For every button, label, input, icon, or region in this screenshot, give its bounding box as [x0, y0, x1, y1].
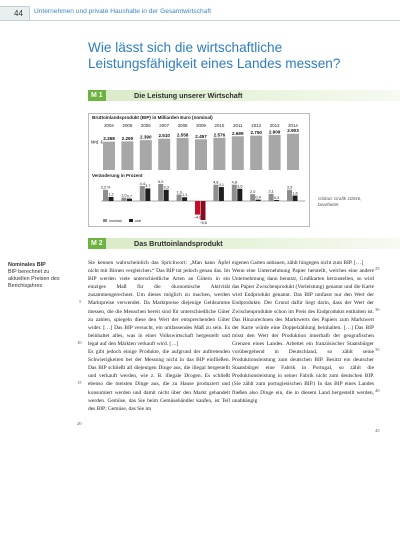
gdp-bar	[213, 138, 225, 170]
gdp-bar	[195, 139, 207, 170]
year-tick-label: 2013	[269, 123, 280, 128]
glossary-term: Nominales BIP	[8, 262, 46, 268]
nominal-change-label: 2,1	[268, 189, 274, 194]
header-divider	[30, 20, 400, 21]
glossary-box	[8, 262, 64, 290]
real-change-label: 0,3	[273, 195, 280, 200]
real-change-bar	[145, 188, 150, 201]
paragraph: Sie kennen wahrscheinlich das Sprichwort: „Man kann Äpfel nicht mit Birnen vergleichen.“ Das BIP tut jedoch genau das. Im BIP werden viele unterschiedliche Arten an Gütern in ein einziges Maß für die ökonomische Aktivität zusammengerechnet. Um dieses möglich zu machen, werden Marktpreise verwendet. Da Marktpreise diejenige Geldsumme messen, die die Menschen bereit sind für unterschiedliche Güter zu zahlen, spiegeln diese den Wert der entsprechenden Güter wider. […] Das BIP versucht, ein umfassendes Maß zu sein. Es beinhaltet alles, was in einer Volkswirtschaft hergestellt und legal auf den Märkten verkauft wird. […]	[88, 260, 230, 347]
year-tick-label: 2005	[122, 123, 133, 128]
nominal-change-label: 1,0	[121, 193, 127, 198]
year-tick-label: 2009	[196, 123, 206, 128]
nominal-change-bar	[140, 186, 145, 201]
section-m1-number: M 1	[88, 90, 106, 101]
gdp-value-label: 2.510	[158, 133, 170, 139]
caption-line1: Globus Grafik 10046,	[318, 196, 362, 201]
section-m1-header	[88, 90, 400, 101]
real-change-label: 3,3	[163, 185, 169, 190]
section-m2-title: Das Bruttoinlandsprodukt	[134, 239, 223, 248]
real-change-bar	[274, 200, 279, 201]
nominal-change-label: 3,3	[286, 185, 293, 190]
year-tick-label: 2012	[251, 123, 262, 128]
nominal-change-label: −4,0	[193, 215, 202, 220]
gdp-value-label: 2.809	[268, 129, 281, 135]
paragraph: eigenen Garten anbauen, zählt hingegen nicht zum BIP. […]	[232, 260, 364, 266]
page-number: 44	[0, 6, 30, 21]
gdp-bar	[232, 136, 244, 170]
nominal-change-label: 1,9	[176, 190, 182, 195]
nominal-change-bar	[121, 198, 126, 201]
line-number: 15	[77, 380, 82, 385]
line-number: 45	[375, 428, 380, 433]
paragraph: Wenn eine Unternehmung Papier herstellt, welches eine andere Unternehmung dann benutzt, Grußkarten herzustellen, so wird das Papier Zwischenprodukt (Vorleistung) genannt und die Karte wird Endprodukt genannt. Das BIP umfasst nur den Wert der Endprodukte. Der Grund dafür liegt darin, dass der Wert der Zwischenprodukte schon im Preis des Endprodukts enthalten ist. Das Hinzurechnen des Marktwerts des Papiers zum Marktwert der Karte würde eine Doppelzählung beinhalten. […] Das BIP misst den Wert der Produktion innerhalb der geografischen Grenzen eines Landes. Arbeitet ein französischer Staatsbürger vorübergehend in Deutschland, so zählt seine Produktionsleistung zum deutschen BIP. Besitzt ein deutscher Staatsbürger eine Fabrik in Portugal, so zählt die Produktionsleistung in seiner Fabrik nicht zum deutschen BIP. (Sie zählt zum portugiesischen BIP.) In das BIP eines Landes fließen also Dinge ein, die in diesem Land hergestellt werden, unabhängig	[232, 268, 374, 404]
year-tick-label: 2014	[288, 123, 298, 128]
section-m2-header	[88, 238, 400, 249]
real-change-label: 1,6	[292, 191, 298, 196]
real-change-bar	[219, 187, 224, 201]
real-change-bar	[127, 199, 132, 201]
nominal-change-bar	[195, 201, 200, 215]
real-change-label: 3,6	[237, 184, 243, 189]
gdp-bar	[103, 142, 115, 170]
legend-real-label: real	[135, 219, 141, 223]
gdp-unit-label: Mrd. €	[91, 139, 103, 145]
text-column-right	[232, 259, 374, 405]
real-change-label: −5,6	[199, 221, 207, 226]
gdp-bar	[140, 140, 152, 170]
gdp-value-label: 2.699	[232, 130, 244, 136]
nominal-change-bar	[213, 185, 218, 201]
legend-nominal-label: nominal	[109, 219, 122, 223]
real-change-bar	[182, 197, 187, 201]
nominal-change-bar	[269, 194, 274, 201]
year-tick-label: 2006	[140, 123, 151, 128]
section-m2-number: M 2	[88, 238, 106, 249]
page-title	[88, 40, 388, 72]
chart-subtitle: Veränderung in Prozent	[92, 173, 143, 178]
section-m1-title: Die Leistung unserer Wirtschaft	[134, 91, 243, 100]
gdp-bar	[158, 139, 170, 170]
real-change-label: 1,1	[181, 193, 188, 198]
nominal-change-label: 4,8	[231, 180, 237, 185]
real-change-bar	[201, 201, 206, 220]
gdp-bar	[269, 135, 281, 170]
real-change-bar	[109, 197, 114, 201]
year-tick-label: 2004	[104, 123, 114, 128]
nominal-change-label: 2,0	[250, 190, 256, 194]
line-number: 40	[375, 388, 380, 393]
line-number: 35	[375, 347, 380, 352]
line-number: 30	[375, 307, 380, 312]
text-column-left	[88, 259, 230, 413]
legend-real-swatch	[129, 219, 133, 222]
nominal-change-label: 5,0	[158, 179, 164, 184]
line-number: 10	[77, 340, 82, 345]
gdp-value-label: 2.457	[195, 133, 207, 139]
nominal-change-bar	[103, 190, 108, 201]
chart-caption	[318, 196, 378, 208]
gdp-value-label: 2.268	[103, 136, 115, 142]
glossary-definition: BIP berechnet zu aktuellen Preisen des Berichtsjahres	[8, 269, 60, 289]
nominal-change-bar	[232, 185, 237, 201]
gdp-bar	[121, 141, 133, 170]
real-change-label: 1,2	[108, 192, 114, 197]
caption-line2: bearbeitet	[318, 202, 339, 207]
gdp-bar	[250, 136, 262, 170]
gdp-value-label: 2.290	[121, 135, 134, 141]
nominal-change-bar	[177, 195, 182, 201]
year-tick-label: 2011	[233, 123, 243, 128]
gdp-value-label: 2.903	[287, 128, 299, 134]
gdp-value-label: 2.576	[213, 132, 226, 138]
paragraph: Es gibt jedoch einige Produkte, die aufgrund der auftretenden Schwierigkeiten bei der Messung nicht in das BIP einfließen. Das BIP schließt all diejenigen Dinge aus, die illegal hergestellt und verkauft werden, wie z. B. illegale Drogen. Es schließt ebenso die meisten Dinge aus, die zu Hause produziert und konsumiert werden und damit nicht über den Markt gehandelt werden. Gemüse, das Sie beim Gemüsehändler kaufen, ist Teil des BIP; Gemüse, das Sie im	[88, 349, 230, 412]
chart-svg	[89, 114, 309, 226]
gdp-value-label: 2.390	[140, 134, 152, 140]
page-title-line2: Leistungsfähigkeit eines Landes messen?	[88, 56, 341, 71]
real-change-label: 0,4	[255, 195, 261, 200]
running-title: Unternehmen und private Haushalte in der Gesamtwirtschaft	[34, 8, 212, 15]
gdp-bar	[177, 138, 189, 170]
nominal-change-bar	[158, 184, 163, 201]
year-tick-label: 2008	[177, 123, 188, 128]
real-change-label: 0,7	[126, 194, 133, 199]
gdp-bar	[287, 134, 299, 170]
line-number: 20	[77, 421, 82, 426]
real-change-label: 4,1	[218, 182, 225, 187]
page-title-line1: Wie lässt sich die wirtschaftliche	[88, 40, 283, 55]
real-change-bar	[237, 189, 242, 201]
nominal-change-label: 4,4	[139, 181, 145, 186]
page-header	[0, 0, 400, 28]
gdp-chart	[88, 113, 310, 227]
nominal-change-label: 4,8	[213, 180, 219, 185]
year-tick-label: 2010	[214, 123, 225, 128]
real-change-bar	[256, 200, 261, 201]
line-number: 5	[79, 299, 82, 304]
line-number: 25	[375, 266, 380, 271]
chart-title: Bruttoinlandsprodukt (BIP) in Milliarden Euro (nominal)	[92, 115, 213, 120]
nominal-change-bar	[250, 194, 255, 201]
gdp-value-label: 2.558	[176, 132, 189, 138]
real-change-label: 3,7	[145, 184, 151, 189]
nominal-change-label: 3,3 %	[100, 185, 111, 190]
gdp-value-label: 2.750	[250, 130, 262, 136]
real-change-bar	[293, 196, 298, 201]
year-tick-label: 2007	[159, 123, 170, 128]
legend-nominal-swatch	[103, 219, 107, 222]
real-change-bar	[164, 190, 169, 201]
nominal-change-bar	[287, 190, 292, 201]
